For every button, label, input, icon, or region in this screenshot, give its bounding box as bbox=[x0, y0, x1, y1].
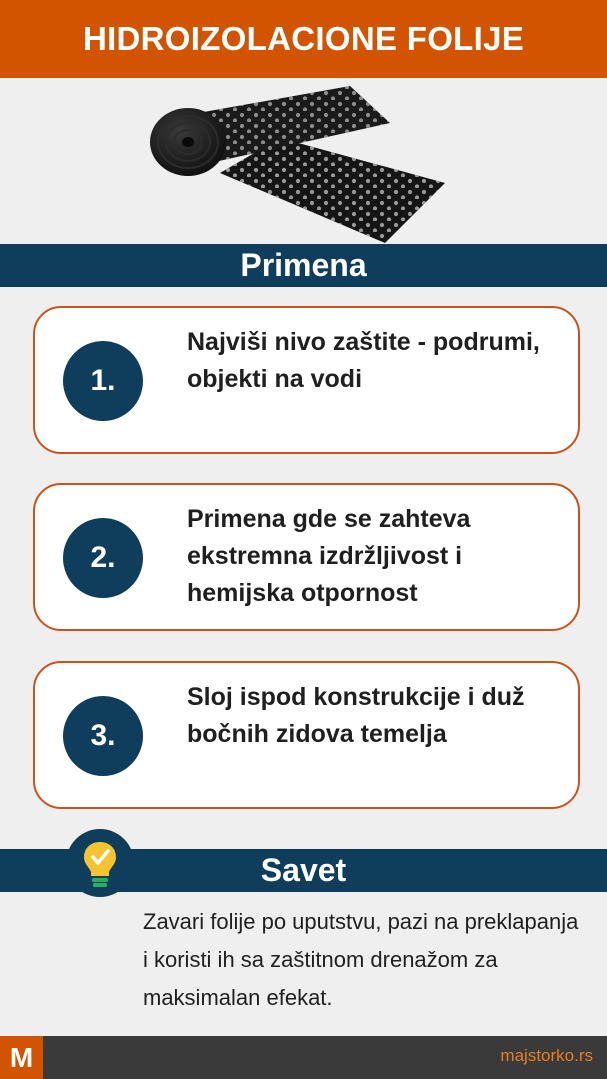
number-badge bbox=[63, 518, 143, 598]
lightbulb-check-icon bbox=[66, 829, 134, 897]
lightbulb-check-icon bbox=[66, 829, 134, 897]
item-number: 1. bbox=[90, 364, 116, 397]
membrane-roll-image bbox=[140, 78, 460, 248]
number-badge bbox=[63, 341, 143, 421]
footer-url[interactable]: majstorko.rs bbox=[500, 1046, 593, 1065]
list-item bbox=[33, 306, 580, 454]
primena-title: Primena bbox=[240, 247, 367, 283]
logo-letter: M bbox=[9, 1041, 34, 1073]
logo bbox=[0, 1036, 43, 1079]
item-text: Najviši nivo zaštite - podrumi, objekti na vodi bbox=[187, 328, 540, 393]
number-badge bbox=[63, 696, 143, 776]
tip-text: Zavari folije po uputstvu, pazi na preklapanja i koristi ih sa zaštitnom drenažom za maksimalan efekat. bbox=[143, 909, 579, 1010]
primena-section-header bbox=[0, 244, 607, 287]
item-text: Sloj ispod konstrukcije i duž bočnih zidova temelja bbox=[187, 683, 525, 748]
list-item bbox=[33, 661, 580, 809]
item-number: 2. bbox=[90, 541, 116, 574]
savet-title: Savet bbox=[260, 852, 347, 888]
list-item bbox=[33, 483, 580, 631]
item-number: 3. bbox=[90, 719, 116, 752]
item-text: Primena gde se zahteva ekstremna izdržljivost i hemijska otpornost bbox=[187, 505, 471, 607]
header-banner bbox=[0, 0, 607, 78]
page-title: HIDROIZOLACIONE FOLIJE bbox=[82, 20, 525, 57]
membrane-roll-illustration bbox=[140, 78, 460, 248]
footer bbox=[0, 1036, 607, 1079]
